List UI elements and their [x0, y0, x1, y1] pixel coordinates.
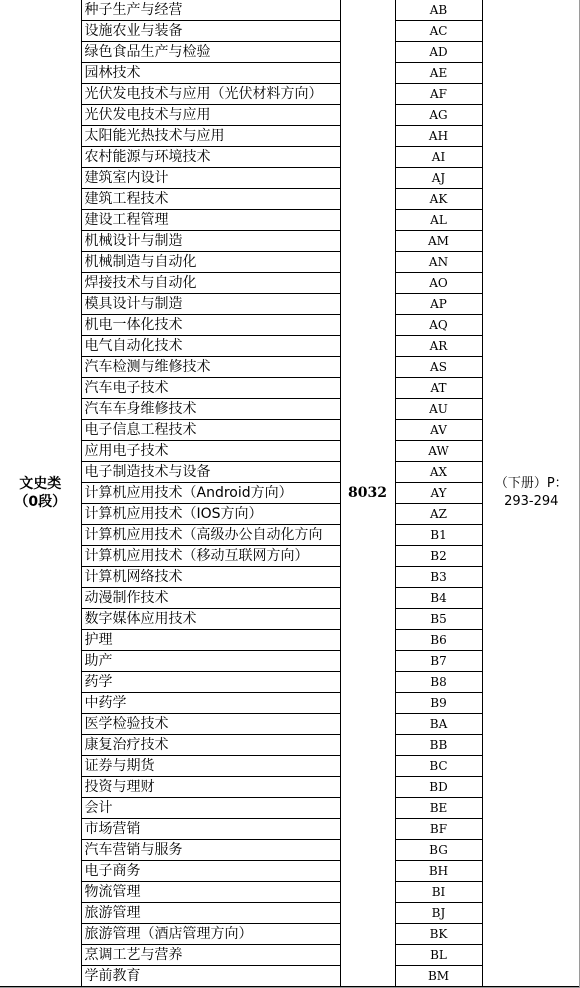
major-code-cell: B5	[395, 609, 482, 630]
major-code-cell: B9	[395, 693, 482, 714]
major-name-cell: 机械制造与自动化	[81, 252, 340, 273]
major-name-cell: 会计	[81, 798, 340, 819]
major-code-cell: AR	[395, 336, 482, 357]
major-code-cell: AX	[395, 462, 482, 483]
major-name-cell: 烹调工艺与营养	[81, 945, 340, 966]
major-name-cell: 绿色食品生产与检验	[81, 42, 340, 63]
major-name-cell: 康复治疗技术	[81, 735, 340, 756]
major-code-cell: AG	[395, 105, 482, 126]
category-line: 文史类	[19, 476, 62, 492]
major-code-cell: B4	[395, 588, 482, 609]
major-code-cell: AN	[395, 252, 482, 273]
major-name-cell: 汽车检测与维修技术	[81, 357, 340, 378]
major-code-cell: B1	[395, 525, 482, 546]
major-code-cell: AQ	[395, 315, 482, 336]
major-code-cell: BB	[395, 735, 482, 756]
major-name-cell: 设施农业与装备	[81, 21, 340, 42]
major-code-cell: AS	[395, 357, 482, 378]
major-name-cell: 计算机应用技术（Android方向）	[81, 483, 340, 504]
major-name-cell: 投资与理财	[81, 777, 340, 798]
major-name-cell: 电子信息工程技术	[81, 420, 340, 441]
major-code-cell: AU	[395, 399, 482, 420]
major-name-cell: 太阳能光热技术与应用	[81, 126, 340, 147]
major-name-cell: 计算机网络技术	[81, 567, 340, 588]
major-name-cell: 汽车营销与服务	[81, 840, 340, 861]
major-code-cell: AE	[395, 63, 482, 84]
major-name-cell: 旅游管理（酒店管理方向）	[81, 924, 340, 945]
major-name-cell: 模具设计与制造	[81, 294, 340, 315]
major-code-cell: B3	[395, 567, 482, 588]
major-name-cell: 建筑工程技术	[81, 189, 340, 210]
major-name-cell: 园林技术	[81, 63, 340, 84]
major-name-cell: 证券与期货	[81, 756, 340, 777]
major-code-cell: BF	[395, 819, 482, 840]
major-name-cell: 应用电子技术	[81, 441, 340, 462]
major-code-cell: AM	[395, 231, 482, 252]
major-name-cell: 数字媒体应用技术	[81, 609, 340, 630]
major-name-cell: 医学检验技术	[81, 714, 340, 735]
major-name-cell: 机电一体化技术	[81, 315, 340, 336]
major-name-cell: 建筑室内设计	[81, 168, 340, 189]
major-name-cell: 中药学	[81, 693, 340, 714]
major-code-cell: AB	[395, 0, 482, 21]
major-code-cell: B7	[395, 651, 482, 672]
major-name-cell: 物流管理	[81, 882, 340, 903]
major-name-cell: 电气自动化技术	[81, 336, 340, 357]
major-name-cell: 农村能源与环境技术	[81, 147, 340, 168]
major-code-cell: AF	[395, 84, 482, 105]
major-name-cell: 计算机应用技术（移动互联网方向）	[81, 546, 340, 567]
major-code-cell: AO	[395, 273, 482, 294]
table-row	[0, 0, 580, 21]
category-line: （0段）	[14, 494, 67, 510]
major-name-cell: 焊接技术与自动化	[81, 273, 340, 294]
major-code-cell: AL	[395, 210, 482, 231]
major-code-cell: AP	[395, 294, 482, 315]
major-name-cell: 汽车车身维修技术	[81, 399, 340, 420]
major-name-cell: 市场营销	[81, 819, 340, 840]
major-name-cell: 动漫制作技术	[81, 588, 340, 609]
major-code-cell: BD	[395, 777, 482, 798]
major-code-cell: BL	[395, 945, 482, 966]
major-code-cell: AH	[395, 126, 482, 147]
major-code-cell: AT	[395, 378, 482, 399]
major-name-cell: 护理	[81, 630, 340, 651]
major-name-cell: 药学	[81, 672, 340, 693]
major-code-cell: BI	[395, 882, 482, 903]
major-code-cell: AZ	[395, 504, 482, 525]
major-name-cell: 学前教育	[81, 966, 340, 987]
major-code-cell: BM	[395, 966, 482, 987]
major-code-cell: B8	[395, 672, 482, 693]
major-name-cell: 助产	[81, 651, 340, 672]
category-cell	[0, 0, 81, 987]
major-code-cell: BJ	[395, 903, 482, 924]
major-code-cell: AK	[395, 189, 482, 210]
major-name-cell: 电子商务	[81, 861, 340, 882]
major-name-cell: 种子生产与经营	[81, 0, 340, 21]
major-code-cell: B2	[395, 546, 482, 567]
major-code-cell: AW	[395, 441, 482, 462]
major-code-cell: B6	[395, 630, 482, 651]
major-name-cell: 旅游管理	[81, 903, 340, 924]
major-name-cell: 电子制造技术与设备	[81, 462, 340, 483]
major-name-cell: 计算机应用技术（IOS方向）	[81, 504, 340, 525]
major-name-cell: 机械设计与制造	[81, 231, 340, 252]
major-code-cell: BA	[395, 714, 482, 735]
major-code-cell: BK	[395, 924, 482, 945]
major-name-cell: 光伏发电技术与应用（光伏材料方向）	[81, 84, 340, 105]
major-code-cell: AV	[395, 420, 482, 441]
major-code-cell: BG	[395, 840, 482, 861]
major-code-cell: AC	[395, 21, 482, 42]
page-reference-cell	[482, 0, 580, 987]
major-code-cell: BC	[395, 756, 482, 777]
major-code-cell: AD	[395, 42, 482, 63]
major-code-cell: AJ	[395, 168, 482, 189]
major-name-cell: 计算机应用技术（高级办公自动化方向	[81, 525, 340, 546]
major-code-cell: BH	[395, 861, 482, 882]
page-reference-line: 293-294	[504, 494, 559, 509]
major-code-cell: AY	[395, 483, 482, 504]
major-name-cell: 汽车电子技术	[81, 378, 340, 399]
batch-code-cell: 8032	[340, 0, 395, 987]
major-code-cell: AI	[395, 147, 482, 168]
major-code-cell: BE	[395, 798, 482, 819]
major-name-cell: 光伏发电技术与应用	[81, 105, 340, 126]
major-name-cell: 建设工程管理	[81, 210, 340, 231]
page-reference-line: （下册）P：	[494, 476, 568, 491]
